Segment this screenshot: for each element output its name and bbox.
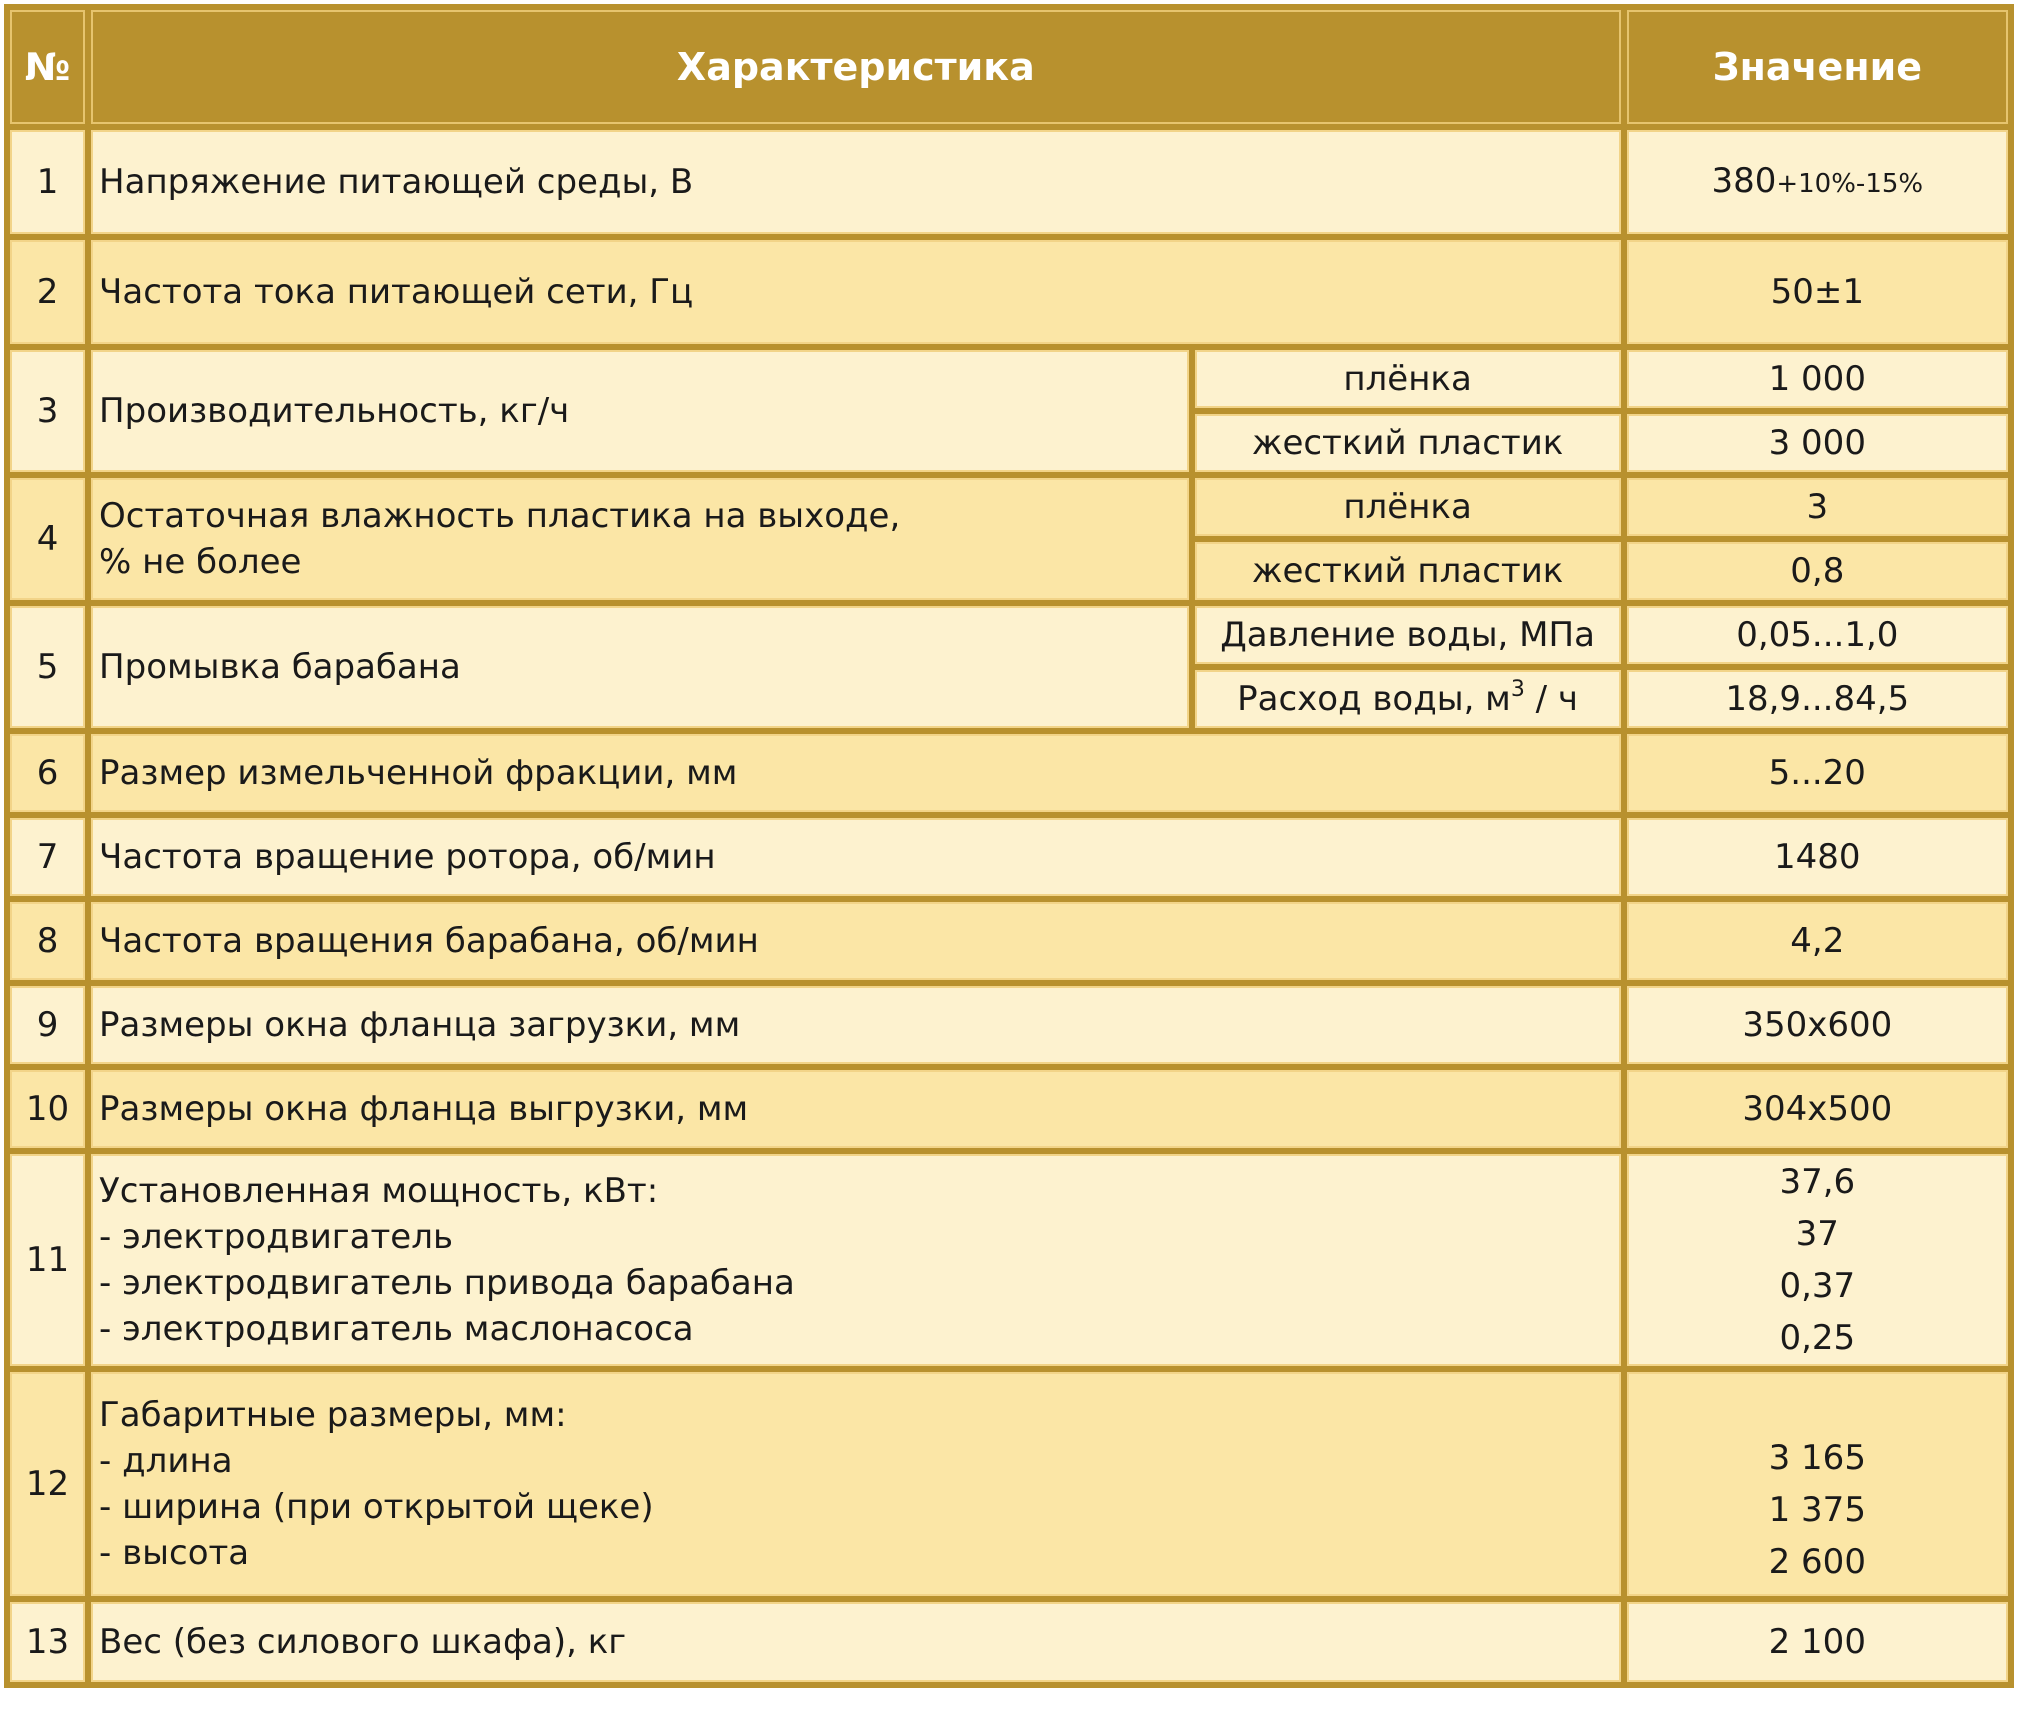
row-name: Производительность, кг/ч bbox=[91, 350, 1189, 472]
row-num: 1 bbox=[10, 130, 85, 234]
row-num: 6 bbox=[10, 734, 85, 812]
label-tail: / ч bbox=[1524, 679, 1579, 719]
table-row bbox=[10, 902, 2008, 980]
row-num: 8 bbox=[10, 902, 85, 980]
name-line: - высота bbox=[99, 1533, 250, 1573]
row-name: Частота тока питающей сети, Гц bbox=[91, 240, 1621, 344]
table-row bbox=[10, 1154, 2008, 1366]
row-value: 0,8 bbox=[1627, 542, 2008, 600]
row-num: 3 bbox=[10, 350, 85, 472]
table-row bbox=[10, 606, 2008, 664]
value-main: 380 bbox=[1711, 160, 1777, 201]
name-line: - ширина (при открытой щеке) bbox=[99, 1487, 654, 1527]
row-num: 7 bbox=[10, 818, 85, 896]
row-value: 3 000 bbox=[1627, 414, 2008, 472]
row-name bbox=[91, 478, 1189, 600]
value-line: 0,25 bbox=[1779, 1318, 1856, 1358]
header-num: № bbox=[10, 10, 85, 124]
value-line: 0,37 bbox=[1779, 1266, 1856, 1306]
table-row bbox=[10, 734, 2008, 812]
row-value: 4,2 bbox=[1627, 902, 2008, 980]
label-sup: 3 bbox=[1510, 677, 1525, 702]
name-line: - длина bbox=[99, 1441, 233, 1481]
value-line: 3 165 bbox=[1768, 1438, 1866, 1478]
row-value: 50±1 bbox=[1627, 240, 2008, 344]
row-value: 18,9...84,5 bbox=[1627, 670, 2008, 728]
row-name bbox=[91, 1154, 1621, 1366]
sub-label: плёнка bbox=[1195, 478, 1621, 536]
name-line: Установленная мощность, кВт: bbox=[99, 1171, 659, 1211]
row-name: Размеры окна фланца загрузки, мм bbox=[91, 986, 1621, 1064]
value-tolerance: +10%-15% bbox=[1776, 168, 1924, 199]
table-row bbox=[10, 986, 2008, 1064]
spec-table bbox=[4, 4, 2014, 1688]
header-characteristic: Характеристика bbox=[91, 10, 1621, 124]
sub-label bbox=[1195, 670, 1621, 728]
row-value: 2 100 bbox=[1627, 1602, 2008, 1682]
row-name: Напряжение питающей среды, В bbox=[91, 130, 1621, 234]
table-row bbox=[10, 350, 2008, 408]
header-row bbox=[10, 10, 2008, 124]
row-values bbox=[1627, 1372, 2008, 1596]
row-value: 350х600 bbox=[1627, 986, 2008, 1064]
row-value bbox=[1627, 130, 2008, 234]
sub-label: жесткий пластик bbox=[1195, 414, 1621, 472]
name-line: Габаритные размеры, мм: bbox=[99, 1395, 567, 1435]
table-row bbox=[10, 1070, 2008, 1148]
name-line: % не более bbox=[99, 542, 302, 582]
table-row bbox=[10, 1602, 2008, 1682]
row-num: 13 bbox=[10, 1602, 85, 1682]
row-values bbox=[1627, 1154, 2008, 1366]
row-value: 1480 bbox=[1627, 818, 2008, 896]
header-value: Значение bbox=[1627, 10, 2008, 124]
row-num: 11 bbox=[10, 1154, 85, 1366]
row-num: 10 bbox=[10, 1070, 85, 1148]
row-value: 3 bbox=[1627, 478, 2008, 536]
value-line: 1 375 bbox=[1768, 1490, 1866, 1530]
row-value: 0,05...1,0 bbox=[1627, 606, 2008, 664]
table-row bbox=[10, 818, 2008, 896]
row-value: 304х500 bbox=[1627, 1070, 2008, 1148]
row-name bbox=[91, 1372, 1621, 1596]
row-name: Размер измельченной фракции, мм bbox=[91, 734, 1621, 812]
sub-label: Давление воды, МПа bbox=[1195, 606, 1621, 664]
row-name: Частота вращение ротора, об/мин bbox=[91, 818, 1621, 896]
name-line: - электродвигатель маслонасоса bbox=[99, 1309, 694, 1349]
name-line: - электродвигатель bbox=[99, 1217, 453, 1257]
row-num: 2 bbox=[10, 240, 85, 344]
row-value: 5...20 bbox=[1627, 734, 2008, 812]
row-name: Вес (без силового шкафа), кг bbox=[91, 1602, 1621, 1682]
value-line: 2 600 bbox=[1768, 1542, 1866, 1582]
label-main: Расход воды, м bbox=[1237, 679, 1511, 719]
table-row bbox=[10, 130, 2008, 234]
sub-label: жесткий пластик bbox=[1195, 542, 1621, 600]
row-name: Частота вращения барабана, об/мин bbox=[91, 902, 1621, 980]
table-row bbox=[10, 1372, 2008, 1596]
row-num: 12 bbox=[10, 1372, 85, 1596]
value-line: 37,6 bbox=[1779, 1162, 1856, 1202]
row-value: 1 000 bbox=[1627, 350, 2008, 408]
row-num: 5 bbox=[10, 606, 85, 728]
name-line: - электродвигатель привода барабана bbox=[99, 1263, 795, 1303]
table-row bbox=[10, 478, 2008, 536]
row-num: 4 bbox=[10, 478, 85, 600]
sub-label: плёнка bbox=[1195, 350, 1621, 408]
row-name: Промывка барабана bbox=[91, 606, 1189, 728]
table-row bbox=[10, 240, 2008, 344]
row-name: Размеры окна фланца выгрузки, мм bbox=[91, 1070, 1621, 1148]
row-num: 9 bbox=[10, 986, 85, 1064]
name-line: Остаточная влажность пластика на выходе, bbox=[99, 496, 901, 536]
value-line: 37 bbox=[1795, 1214, 1839, 1254]
